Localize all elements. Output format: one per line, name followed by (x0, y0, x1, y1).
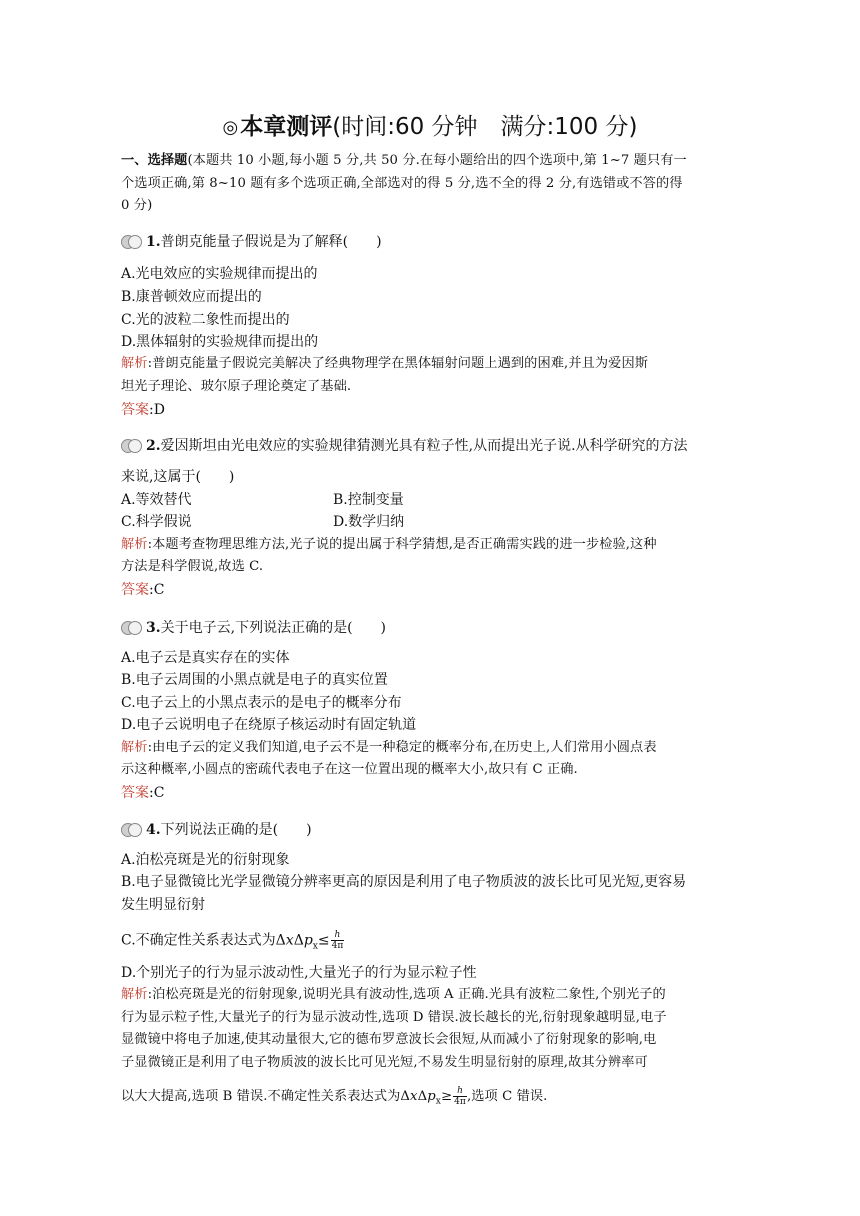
question-2-stem-line-1: 2.爱因斯坦由光电效应的实验规律猜测光具有粒子性,从而提出光子说.从科学研究的方法 (121, 436, 738, 456)
question-2-options-row-2 (121, 512, 738, 532)
question-3-option-d: D.电子云说明电子在绕原子核运动时有固定轨道 (121, 717, 417, 733)
question-2-analysis-line-2: 方法是科学假说,故选 C. (121, 559, 264, 574)
question-3-option-c: C.电子云上的小黑点表示的是电子的概率分布 (121, 695, 402, 711)
question-2-analysis-line-1: 解析:本题考查物理思维方法,光子说的提出属于科学猜想,是否正确需实践的进一步检验,这种 (121, 537, 657, 552)
question-3-analysis-line-2: 示这种概率,小圆点的密疏代表电子在这一位置出现的概率大小,故只有 C 正确. (121, 762, 578, 777)
question-3-analysis-line-1: 解析:由电子云的定义我们知道,电子云不是一种稳定的概率分布,在历史上,人们常用小圆点表 (121, 740, 657, 755)
question-2-option-c: C.科学假说 (121, 514, 192, 530)
question-1-stem: 1.普朗克能量子假说是为了解释( ) (121, 232, 738, 252)
question-1-analysis-line-1: 解析:普朗克能量子假说完美解决了经典物理学在黑体辐射问题上遇到的困难,并且为爱因斯 (121, 356, 649, 371)
question-2-options-row-1 (121, 490, 738, 510)
question-4-analysis-line-5: 以大大提高,选项 B 错误.不确定性关系表达式为ΔxΔp$_x$≥ $\frac{h}{4\pi}$ ,选项 C 错误. (121, 1086, 548, 1107)
section-description-line-1: 一、选择题(本题共 10 小题,每小题 5 分,共 50 分.在每小题给出的四个选项中,第 1~7 题只有一 (121, 153, 687, 168)
question-2-option-b: B.控制变量 (333, 492, 404, 508)
question-4-option-d: D.个别光子的行为显示波动性,大量光子的行为显示粒子性 (121, 965, 477, 981)
question-2-option-a: A.等效替代 (121, 492, 192, 508)
section-heading: 一、选择题 (121, 153, 188, 168)
question-4-option-b-line-2: 发生明显衍射 (121, 897, 205, 913)
question-1-analysis-line-2: 坦光子理论、玻尔原子理论奠定了基础. (121, 379, 352, 394)
question-4-analysis-line-4: 子显微镜正是利用了电子物质波的波长比可见光短,不易发生明显衍射的原理,故其分辨率可 (121, 1055, 648, 1070)
question-1-answer: 答案:D (121, 402, 165, 418)
question-1-option-a: A.光电效应的实验规律而提出的 (121, 266, 318, 282)
title-bold: 本章测评 (240, 114, 333, 140)
circle-icon: ◎ (222, 117, 239, 138)
question-2-option-d: D.数学归纳 (333, 514, 405, 530)
question-1-option-d: D.黑体辐射的实验规律而提出的 (121, 334, 319, 350)
question-icon (121, 439, 143, 451)
question-4-analysis-line-1: 解析:泊松亮斑是光的衍射现象,说明光具有波动性,选项 A 正确.光具有波粒二象性,个别光子的 (121, 987, 666, 1002)
question-4-analysis-line-3: 显微镜中将电子加速,使其动量很大,它的德布罗意波长会很短,从而减小了衍射现象的影响,电 (121, 1032, 657, 1047)
fraction-h-over-4pi: $\frac{h}{4\pi}$ (454, 1086, 466, 1107)
fraction-h-over-4pi: $\frac{h}{4\pi}$ (331, 930, 344, 951)
question-4-option-c: C.不确定性关系表达式为ΔxΔp$_x$≤ $\frac{h}{4\pi}$ (121, 930, 344, 952)
section-description-line-3: 0 分) (121, 198, 153, 213)
question-1-option-b: B.康普顿效应而提出的 (121, 289, 262, 305)
question-icon (121, 235, 143, 247)
question-3-answer: 答案:C (121, 785, 165, 801)
page-title (0, 112, 860, 143)
title-rest: (时间:60 分钟 满分:100 分) (332, 114, 638, 140)
question-4-analysis-line-2: 行为显示粒子性,大量光子的行为显示波动性,选项 D 错误.波长越长的光,衍射现象越明显,电子 (121, 1010, 667, 1025)
question-3-option-a: A.电子云是真实存在的实体 (121, 650, 290, 666)
question-4-stem: 4.下列说法正确的是( ) (121, 820, 738, 840)
question-1-option-c: C.光的波粒二象性而提出的 (121, 312, 290, 328)
question-icon (121, 823, 143, 835)
question-2-answer: 答案:C (121, 582, 165, 598)
question-4-option-b-line-1: B.电子显微镜比光学显微镜分辨率更高的原因是利用了电子物质波的波长比可见光短,更容易 (121, 874, 687, 890)
question-3-option-b: B.电子云周围的小黑点就是电子的真实位置 (121, 672, 388, 688)
question-4-option-a: A.泊松亮斑是光的衍射现象 (121, 852, 290, 868)
section-description-line-2: 个选项正确,第 8~10 题有多个选项正确,全部选对的得 5 分,选不全的得 2 分,有选错或不答的得 (121, 176, 683, 191)
question-3-stem: 3.关于电子云,下列说法正确的是( ) (121, 618, 738, 638)
question-2-stem-line-2: 来说,这属于( ) (121, 469, 235, 485)
question-icon (121, 621, 143, 633)
